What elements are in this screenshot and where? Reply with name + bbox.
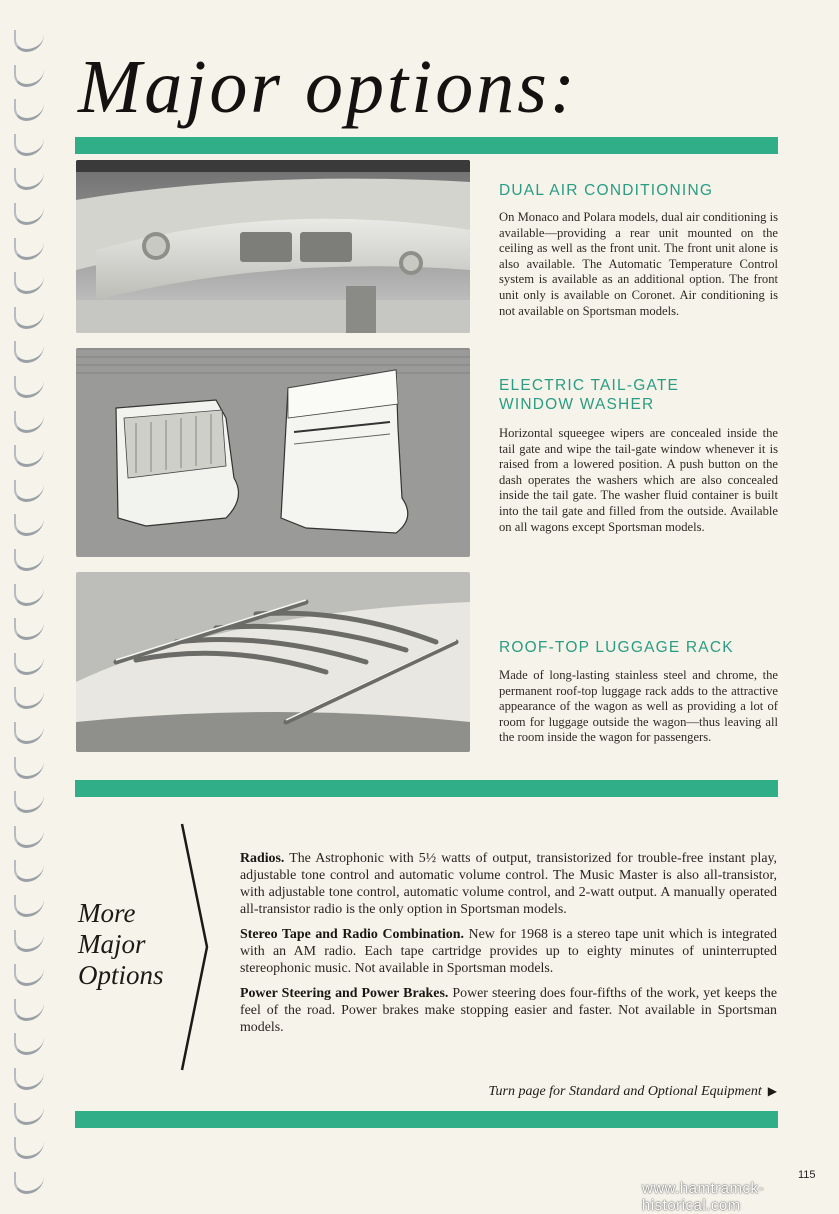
- binder-ring-icon: [14, 99, 44, 121]
- option-text: Power steering does four-fifths of the work, yet keeps the feel of the road. Power brakes make stopping easier and faster. Not available in Sportsman models.: [240, 986, 778, 1035]
- option-title: Power Steering and Power Brakes.: [240, 986, 449, 1001]
- binder-ring-icon: [14, 1068, 44, 1090]
- option-text: The Astrophonic with 5½ watts of output, transistorized for trouble-free instant play, adjustable tone control and automatic volume control. The Music Master is also all-transistor, with adjustable tone control, automatic volume control, and 2-watt output. A manually operated all-transistor radio is the only option in Sportsman models.: [240, 851, 777, 917]
- binder-ring-icon: [14, 134, 44, 156]
- option-stereo-tape: [240, 926, 777, 977]
- binder-ring-icon: [14, 168, 44, 190]
- binder-ring-icon: [14, 653, 44, 675]
- binder-ring-icon: [14, 722, 44, 744]
- binder-ring-icon: [14, 307, 44, 329]
- binder-ring-icon: [14, 514, 44, 536]
- option-power-steering-brakes: [240, 985, 777, 1036]
- binder-ring-icon: [14, 445, 44, 467]
- binder-ring-icon: [14, 480, 44, 502]
- turn-page-text: Turn page for Standard and Optional Equipment: [488, 1084, 762, 1099]
- binder-ring-icon: [14, 895, 44, 917]
- accent-bar-middle: [75, 780, 778, 797]
- more-options-label-line: Options: [78, 960, 164, 990]
- binder-ring-icon: [14, 826, 44, 848]
- photo-dual-air-conditioning: [76, 160, 470, 333]
- binder-ring-icon: [14, 341, 44, 363]
- accent-bar-top: [75, 137, 778, 154]
- binder-ring-icon: [14, 757, 44, 779]
- binder-ring-icon: [14, 1172, 44, 1194]
- option-radios: [240, 850, 777, 918]
- binder-ring-icon: [14, 238, 44, 260]
- binder-ring-icon: [14, 30, 44, 52]
- section-heading-air-conditioning: DUAL AIR CONDITIONING: [499, 182, 714, 199]
- option-text: New for 1968 is a stereo tape unit which is integrated with an AM radio. Each tape cartridge provides up to eighty minutes of uninterrupted stereophonic music. Not available in Sportsman models.: [240, 927, 777, 976]
- binder-ring-icon: [14, 272, 44, 294]
- binder-ring-icon: [14, 791, 44, 813]
- page-title: Major options:: [78, 45, 579, 129]
- chevron-brace: [178, 822, 212, 1072]
- section-body-air-conditioning: On Monaco and Polara models, dual air conditioning is available—providing a rear unit mounted on the ceiling as well as the front unit. The front unit alone is also available. The Automatic Temperature Control system is available as an additional option. The front unit only is available on Coronet. Air conditioning is not available on Sportsman models.: [499, 210, 778, 318]
- binder-ring-icon: [14, 687, 44, 709]
- binder-rings: [0, 0, 60, 1200]
- binder-ring-icon: [14, 1137, 44, 1159]
- option-title: Radios.: [240, 851, 285, 866]
- binder-ring-icon: [14, 860, 44, 882]
- photo-tail-gate-washer: [76, 348, 470, 557]
- more-options-label-line: Major: [78, 929, 146, 959]
- binder-ring-icon: [14, 999, 44, 1021]
- binder-ring-icon: [14, 584, 44, 606]
- binder-ring-icon: [14, 930, 44, 952]
- binder-ring-icon: [14, 376, 44, 398]
- section-body-tail-gate-washer: Horizontal squeegee wipers are concealed inside the tail gate and wipe the tail-gate window whenever it is raised from a lowered position. A push button on the dash operates the washers which are also concealed inside the tail gate. The washer fluid container is built into the tail gate and filled from the outside. Available on all wagons except Sportsman models.: [499, 426, 778, 534]
- right-arrow-icon: ▶: [767, 1084, 777, 1098]
- binder-ring-icon: [14, 65, 44, 87]
- binder-ring-icon: [14, 1103, 44, 1125]
- more-options-label: [78, 898, 164, 991]
- binder-ring-icon: [14, 1033, 44, 1055]
- section-heading-luggage-rack: ROOF-TOP LUGGAGE RACK: [499, 639, 734, 656]
- photo-luggage-rack: [76, 572, 470, 752]
- binder-ring-icon: [14, 964, 44, 986]
- binder-ring-icon: [14, 411, 44, 433]
- option-title: Stereo Tape and Radio Combination.: [240, 927, 464, 942]
- accent-bar-bottom: [75, 1111, 778, 1128]
- more-options-list: [240, 850, 777, 1044]
- binder-ring-icon: [14, 618, 44, 640]
- section-body-luggage-rack: Made of long-lasting stainless steel and chrome, the permanent roof-top luggage rack adds to the attractive appearance of the wagon as well as providing a lot of room for luggage outside the wagon—thus leaving all the room inside the wagon for passengers.: [499, 668, 778, 745]
- more-options-label-line: More: [78, 898, 136, 928]
- page-number: 115: [798, 1169, 816, 1181]
- binder-ring-icon: [14, 549, 44, 571]
- watermark: www.hamtramck-historical.com: [642, 1180, 765, 1214]
- turn-page-note: [488, 1084, 777, 1100]
- binder-ring-icon: [14, 203, 44, 225]
- section-heading-tail-gate-washer: ELECTRIC TAIL-GATE WINDOW WASHER: [499, 377, 680, 413]
